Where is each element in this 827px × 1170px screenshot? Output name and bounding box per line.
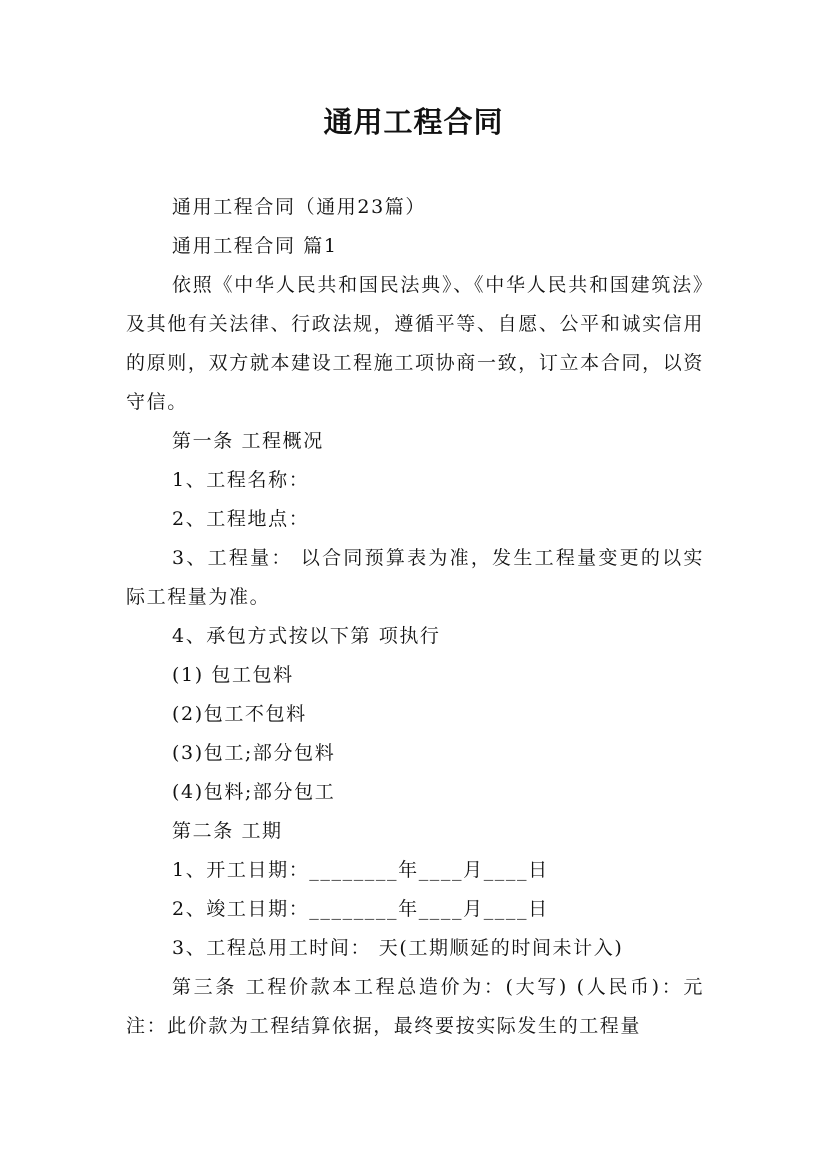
contract-method-option-3: (3)包工;部分包料 — [172, 742, 336, 764]
contract-method-option-1: (1) 包工包料 — [172, 664, 294, 686]
project-quantity-item: 3、工程量： 以合同预算表为准，发生工程量变更的以实际工程量为准。 — [126, 547, 704, 608]
paragraph-subtitle: 通用工程合同（通用23篇） — [172, 196, 426, 218]
document-body — [126, 188, 704, 1046]
project-name-item: 1、工程名称： — [172, 469, 310, 491]
completion-date-item: 2、竣工日期：________年____月____日 — [172, 898, 549, 920]
contract-method-option-4: (4)包料;部分包工 — [172, 781, 336, 803]
start-date-item: 1、开工日期：________年____月____日 — [172, 859, 549, 881]
document-title: 通用工程合同 — [323, 105, 504, 139]
article-3-paragraph: 第三条 工程价款本工程总造价为：(大写) (人民币)：元注：此价款为工程结算依据，最终要按实际发生的工程量 — [126, 976, 704, 1037]
article-1-heading: 第一条 工程概况 — [172, 430, 324, 452]
paragraph-part-heading: 通用工程合同 篇1 — [172, 235, 338, 257]
article-2-heading: 第二条 工期 — [172, 820, 283, 842]
total-work-time-item: 3、工程总用工时间： 天(工期顺延的时间未计入) — [172, 937, 624, 959]
paragraph-preamble: 依照《中华人民共和国民法典》、《中华人民共和国建筑法》及其他有关法律、行政法规，遵循平等、自愿、公平和诚实信用的原则，双方就本建设工程施工项协商一致，订立本合同，以资守信。 — [126, 274, 704, 413]
project-location-item: 2、工程地点： — [172, 508, 310, 530]
contract-method-option-2: (2)包工不包料 — [172, 703, 307, 725]
contract-method-item: 4、承包方式按以下第 项执行 — [172, 625, 441, 647]
